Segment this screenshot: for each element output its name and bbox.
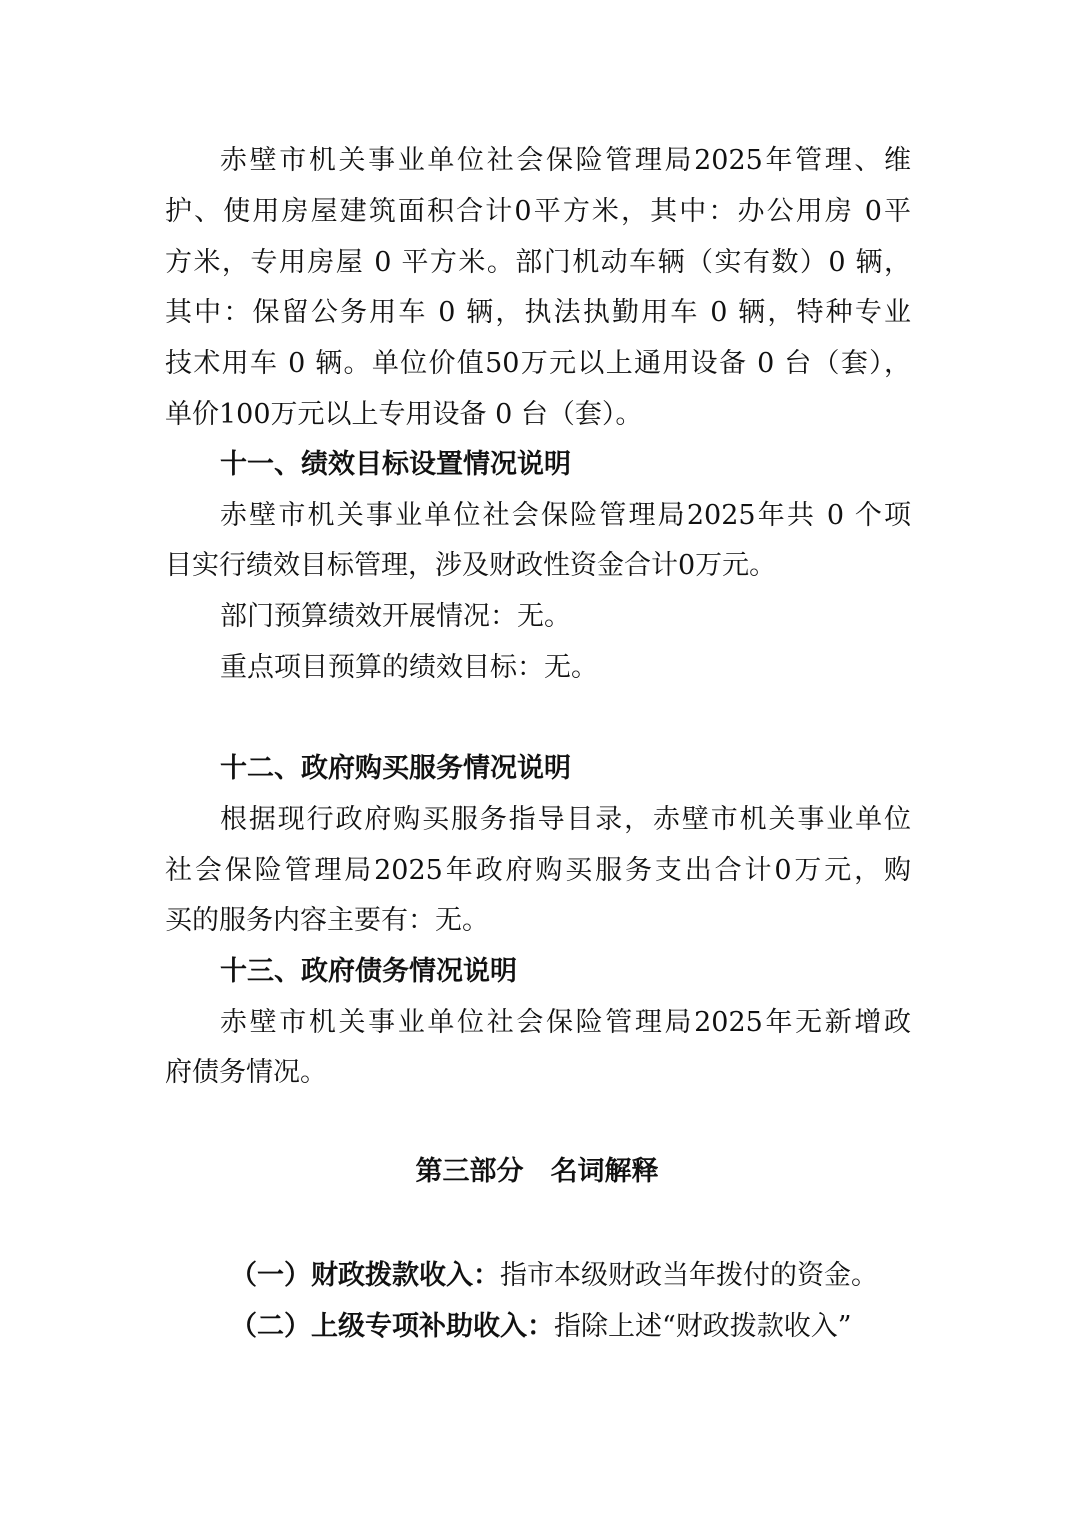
paragraph-line: 府债务情况。	[165, 1057, 327, 1088]
paragraph-line: 社会保险管理局2025年政府购买服务支出合计0万元，购	[165, 855, 911, 886]
paragraph-line: 部门预算绩效开展情况：无。	[220, 601, 571, 632]
paragraph-line: 其中：保留公务用车 0 辆，执法执勤用车 0 辆，特种专业	[165, 297, 911, 328]
paragraph-line: 赤壁市机关事业单位社会保险管理局2025年共 0 个项	[220, 500, 911, 531]
term-label: （二）上级专项补助收入：	[230, 1311, 554, 1342]
term-item	[230, 1308, 911, 1346]
paragraph-line: 重点项目预算的绩效目标：无。	[220, 652, 598, 683]
section-heading: 十二、政府购买服务情况说明	[220, 753, 571, 784]
paragraph-line: 赤壁市机关事业单位社会保险管理局2025年无新增政	[220, 1007, 911, 1038]
paragraph-line: 方米，专用房屋 0 平方米。部门机动车辆（实有数）0 辆，	[165, 247, 911, 278]
paragraph-line: 护、使用房屋建筑面积合计0平方米，其中：办公用房 0平	[165, 196, 911, 227]
paragraph-line: 单价100万元以上专用设备 0 台（套）。	[165, 399, 643, 430]
part-title: 第三部分 名词解释	[415, 1156, 659, 1187]
paragraph-line: 买的服务内容主要有：无。	[165, 905, 489, 936]
section-heading: 十一、绩效目标设置情况说明	[220, 449, 571, 480]
paragraph-line: 赤壁市机关事业单位社会保险管理局2025年管理、维	[220, 145, 911, 176]
term-text: 指市本级财政当年拨付的资金。	[500, 1260, 878, 1291]
term-label: （一）财政拨款收入：	[230, 1260, 500, 1291]
section-heading: 十三、政府债务情况说明	[220, 956, 517, 987]
term-item	[230, 1257, 911, 1295]
term-text: 指除上述“财政拨款收入”	[554, 1311, 852, 1342]
paragraph-line: 技术用车 0 辆。单位价值50万元以上通用设备 0 台（套），	[165, 348, 911, 379]
paragraph-line: 根据现行政府购买服务指导目录，赤壁市机关事业单位	[220, 804, 911, 835]
paragraph-line: 目实行绩效目标管理，涉及财政性资金合计0万元。	[165, 550, 777, 581]
